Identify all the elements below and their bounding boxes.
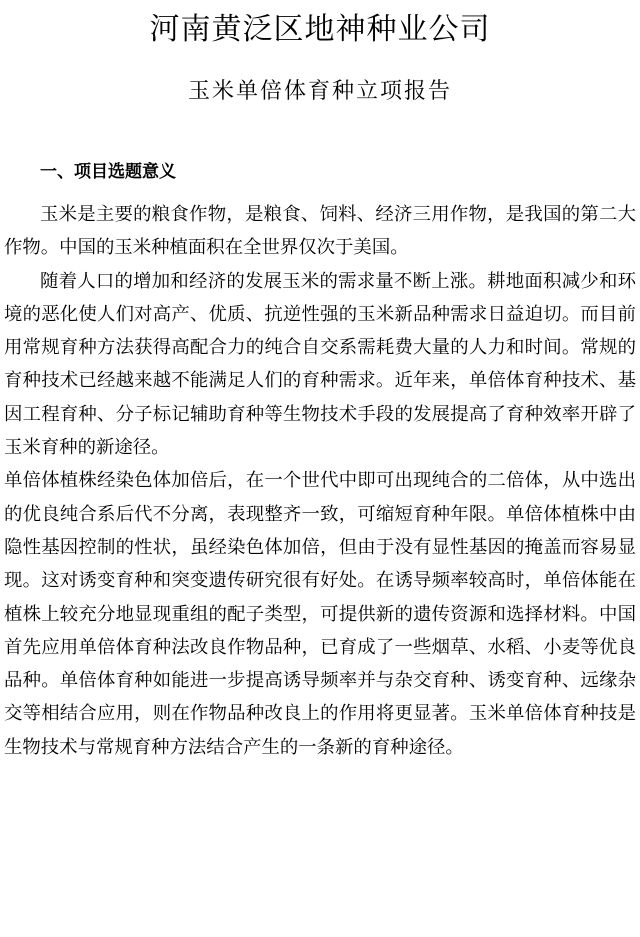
paragraph-2: 随着人口的增加和经济的发展玉米的需求量不断上涨。耕地面积减少和环境的恶化使人们对高产、优质、抗逆性强的玉米新品种需求日益迫切。而目前用常规育种方法获得高配合力的纯合自交系需耗费大量的人力和时间。常规的育种技术已经越来越不能满足人们的育种需求。近年来，单倍体育种技术、基因工程育种、分子标记辅助育种等生物技术手段的发展提高了育种效率开辟了玉米育种的新途径。	[4, 270, 636, 459]
report-title: 玉米单倍体育种立项报告	[187, 79, 452, 104]
section-body	[4, 198, 636, 764]
section-heading: 一、项目选题意义	[40, 162, 176, 182]
paragraph-1: 玉米是主要的粮食作物，是粮食、饲料、经济三用作物，是我国的第二大作物。中国的玉米种植面积在全世界仅次于美国。	[4, 204, 636, 259]
paragraph-3: 单倍体植株经染色体加倍后，在一个世代中即可出现纯合的二倍体，从中选出的优良纯合系后代不分离，表现整齐一致，可缩短育种年限。单倍体植株中由隐性基因控制的性状，虽经染色体加倍，但由于没有显性基因的掩盖而容易显现。这对诱变育种和突变遗传研究很有好处。在诱导频率较高时，单倍体能在植株上较充分地显现重组的配子类型，可提供新的遗传资源和选择材料。中国首先应用单倍体育种法改良作物品种，已育成了一些烟草、水稻、小麦等优良品种。单倍体育种如能进一步提高诱导频率并与杂交育种、诱变育种、远缘杂交等相结合应用，则在作物品种改良上的作用将更显著。玉米单倍体育种技是生物技术与常规育种方法结合产生的一条新的育种途径。	[4, 470, 636, 758]
company-title: 河南黄泛区地神种业公司	[149, 12, 491, 47]
